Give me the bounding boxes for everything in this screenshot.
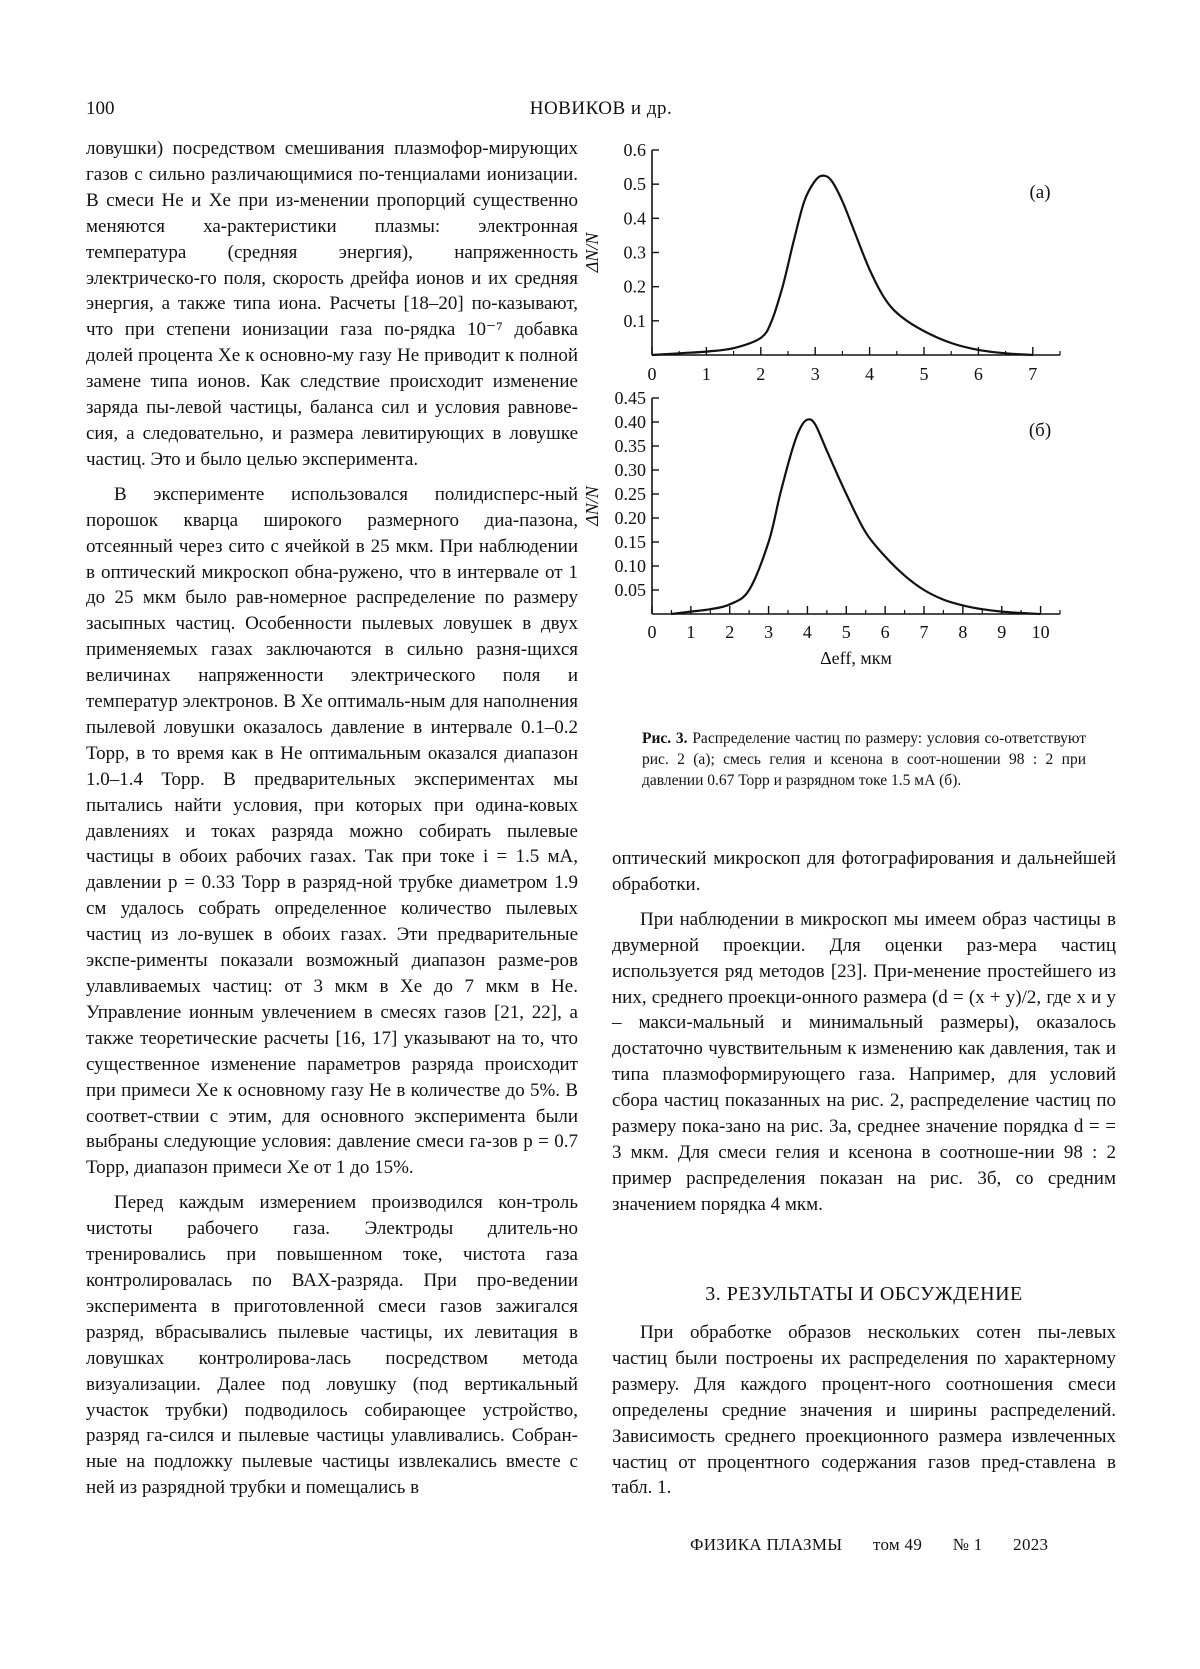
y-tick-label-1: 0.05	[614, 580, 646, 600]
x-tick-label-1: 7	[919, 622, 929, 642]
x-tick-label-1: 1	[686, 622, 696, 642]
y-tick-label-1: 0.10	[614, 556, 646, 576]
x-tick-label-1: 8	[958, 622, 968, 642]
y-axis-title-0: ΔN/N	[582, 232, 602, 273]
y-tick-label-0: 0.2	[623, 276, 646, 297]
x-tick-label-1: 3	[764, 622, 774, 642]
paragraph-5: При наблюдении в микроскоп мы имеем образ частицы в двумерной проекции. Для оценки раз-мера частиц используется ряд методов [23]. При-менение простейшего из них, среднего проекци-онного размера (d = (x + y)/2, где x и y – макси-мальный и минимальный размеры), оказалось достаточно чувствительным к изменению как давления, так и типа плазмоформирующего газа. Например, для условий сбора частиц показанных на рис. 2, распределение частиц по размеру пока-зано на рис. 3а, среднее значение порядка d = = 3 мкм. Для смеси гелия и ксенона в соотноше-нии 98 : 2 пример распределения показан на рис. 3б, со средним значением порядка 4 мкм.	[612, 908, 1116, 1215]
panel-label-1: (б)	[1028, 420, 1052, 441]
x-tick-label-0: 1	[701, 364, 711, 384]
y-axis-title-1: ΔN/N	[582, 486, 602, 526]
figure-3	[582, 140, 1116, 760]
x-axis-title: Δeff, мкм	[820, 648, 892, 668]
journal-year: 2023	[1013, 1535, 1049, 1554]
paragraph-6: При обработке образов нескольких сотен пы-левых частиц были построены их распределения по характерному размеру. Для каждого процент-ного соотношения смеси определены средние значения и ширины распределений. Зависимость среднего проекционного размера извлеченных частиц от процентного содержания газов пред-ставлена в табл. 1.	[612, 1322, 1116, 1499]
x-tick-label-0: 6	[973, 364, 983, 384]
x-tick-label-1: 4	[802, 622, 812, 642]
x-tick-label-1: 6	[880, 622, 890, 642]
left-column	[86, 136, 578, 1501]
y-tick-label-0: 0.1	[623, 310, 646, 331]
page-number: 100	[86, 98, 115, 119]
y-tick-label-0: 0.5	[623, 174, 646, 195]
x-tick-label-0: 5	[919, 364, 929, 384]
paragraph-1: ловушки) посредством смешивания плазмофор-мирующих газов с сильно различающимися по-тенциалами ионизации. В смеси He и Xe при из-менении пропорций существенно меняются ха-рактеристики плазмы: электронная температура (средняя энергия), напряженность электрическо-го поля, скорость дрейфа ионов и их средняя энергия, а также типа иона. Расчеты [18–20] по-казывают, что при степени ионизации газа по-рядка 10⁻⁷ добавка долей процента Xe к основно-му газу He приводит к полной замене типа ионов. Как следствие происходит изменение заряда пы-левой частицы, баланса сил и условия равнове-сия, а следовательно, и размера левитирующих в ловушке частиц. Это и было целью эксперимента.	[86, 138, 578, 470]
page-header	[86, 98, 1116, 124]
x-tick-label-1: 5	[841, 622, 851, 642]
distribution-curve-1	[671, 419, 1040, 614]
caption-label: Рис. 3.	[642, 730, 688, 747]
y-tick-label-0: 0.6	[623, 140, 646, 160]
x-tick-label-0: 3	[810, 364, 820, 384]
x-tick-label-1: 0	[647, 622, 657, 642]
y-tick-label-1: 0.25	[614, 484, 646, 504]
y-tick-label-1: 0.30	[614, 460, 646, 480]
y-tick-label-1: 0.40	[614, 412, 646, 432]
y-tick-label-1: 0.20	[614, 508, 646, 528]
x-tick-label-0: 2	[756, 364, 766, 384]
x-tick-label-1: 10	[1031, 622, 1050, 642]
figure-3-charts	[582, 140, 1116, 700]
x-tick-label-1: 9	[997, 622, 1007, 642]
figure-caption	[642, 728, 1086, 791]
right-column	[612, 846, 1116, 1218]
y-tick-label-1: 0.45	[614, 388, 646, 408]
running-title: НОВИКОВ и др.	[529, 98, 673, 119]
x-tick-label-0: 7	[1028, 364, 1038, 384]
x-tick-label-0: 0	[647, 364, 657, 384]
journal-issue: № 1	[952, 1535, 983, 1554]
page-footer	[690, 1535, 1130, 1555]
section-body	[612, 1320, 1116, 1501]
x-tick-label-0: 4	[865, 364, 875, 384]
journal-name: ФИЗИКА ПЛАЗМЫ	[690, 1535, 843, 1554]
y-tick-label-1: 0.35	[614, 436, 646, 456]
section-title: 3. РЕЗУЛЬТАТЫ И ОБСУЖДЕНИЕ	[705, 1283, 1023, 1305]
caption-text: Распределение частиц по размеру: условия со-ответствуют рис. 2 (а); смесь гелия и ксенона в соот-ношении 98 : 2 при давлении 0.67 Торр и разрядном токе 1.5 мА (б).	[642, 730, 1087, 789]
y-tick-label-1: 0.15	[614, 532, 646, 552]
paragraph-2: В эксперименте использовался полидисперс-ный порошок кварца широкого размерного диа-пазона, отсеянный через сито с ячейкой в 25 мкм. При наблюдении в оптический микроскоп обна-ружено, что в интервале от 1 до 25 мкм было рав-номерное распределение по размеру засыпных частиц. Особенности пылевых ловушек в двух применяемых газах заключаются в сильно разня-щихся величинах напряженности электрического поля и температур электронов. В Xe оптималь-ным для наполнения пылевой ловушки оказалось давление в интервале 0.1–0.2 Торр, в то время как в He оптимальным оказался диапазон 1.0–1.4 Торр. В предварительных экспериментах мы пытались найти условия, при которых при одина-ковых давлениях и токах разряда можно собирать пылевые частицы в обоих рабочих газах. Так при токе i = 1.5 мА, давлении p = 0.33 Торр в разряд-ной трубке диаметром 1.9 см удалось собрать определенное количество пылевых частиц из ло-вушек в обоих газах. Эти предварительные экспе-рименты показали возможный диапазон разме-ров улавливаемых частиц: от 3 мкм в Xe до 7 мкм в He. Управление ионным увлечением в смесях газов [21, 22], а также теоретические расчеты [16, 17] указывают на то, что существенное изменение параметров разряда происходит при примеси Xe к основному газу He в количестве до 5%. В соответ-ствии с этим, для основного эксперимента были выбраны следующие условия: давление смеси га-зов p = 0.7 Торр, диапазон примеси Xe от 1 до 15%.	[86, 483, 578, 1179]
distribution-curve-0	[652, 176, 1033, 355]
panel-label-0: (а)	[1029, 182, 1051, 203]
y-tick-label-0: 0.3	[623, 242, 646, 263]
paragraph-4: оптический микроскоп для фотографирования и дальнейшей обработки.	[612, 848, 1116, 895]
x-tick-label-1: 2	[725, 622, 735, 642]
journal-volume: том 49	[872, 1535, 923, 1554]
y-tick-label-0: 0.4	[623, 208, 646, 229]
paragraph-3: Перед каждым измерением производился кон-троль чистоты рабочего газа. Электроды длитель-но тренировались при повышенном токе, чистота газа контролировалась по ВАХ-разряда. При про-ведении эксперимента в приготовленной смеси газов зажигался разряд, вбрасывались пылевые частицы, их левитация в ловушках контролирова-лась посредством метода визуализации. Далее под ловушку (под вертикальный участок трубки) подводилось собирающее устройство, разряд га-сился и пылевые частицы улавливались. Собран-ные на подложку пылевые частицы извлекались вместе с ней из разрядной трубки и помещались в	[86, 1192, 578, 1499]
